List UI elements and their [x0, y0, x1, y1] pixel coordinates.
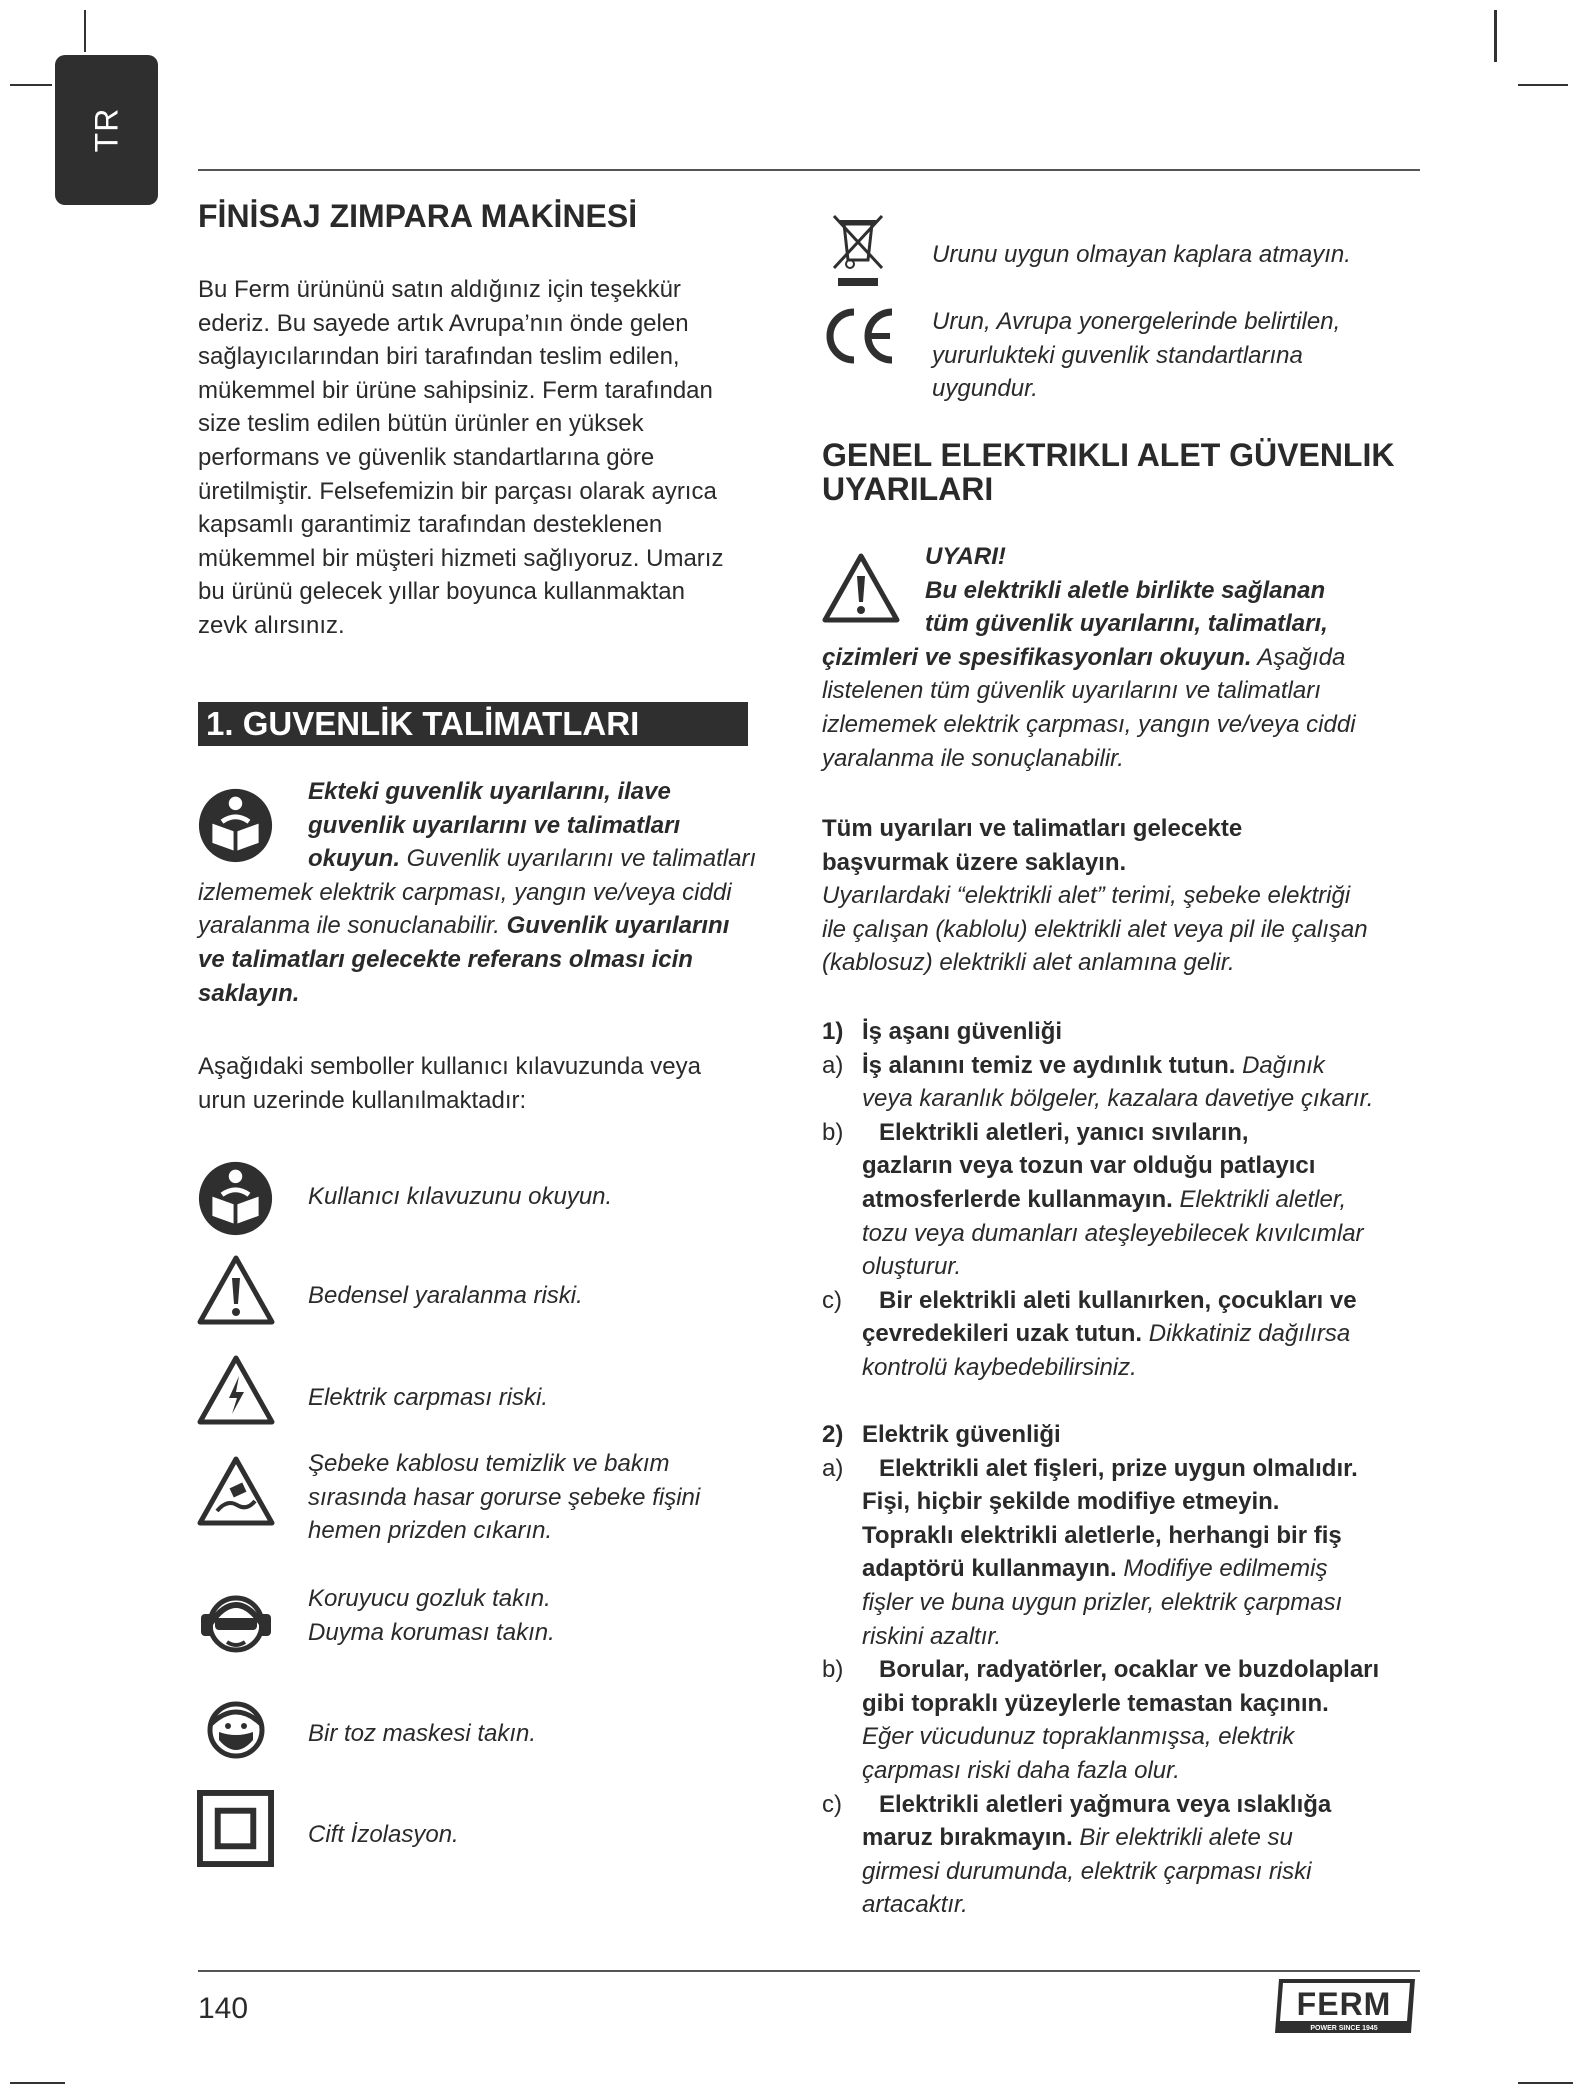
intro-line: mükemmel bir müşteri hizmeti sağlıyoruz. Umarız [198, 544, 724, 572]
page-number: 140 [198, 1992, 249, 2025]
intro-paragraph [198, 273, 798, 643]
symbol-cable-text [308, 1447, 700, 1548]
item-italic: Modifiye edilmemiş [1116, 1555, 1328, 1583]
term-line: (kablosuz) elektrikli alet anlamına gelir. [822, 949, 1235, 977]
double-insulation-icon [197, 1790, 274, 1867]
crop-mark [1494, 10, 1497, 62]
item-bold: gibi topraklı yüzeylerle temastan kaçının. [862, 1689, 1329, 1717]
item-italic: veya karanlık bölgeler, kazalara davetiye çıkarır. [862, 1085, 1374, 1113]
intro-line: Bu Ferm ürününü satın aldığınız için teşekkür [198, 276, 681, 303]
symbol-injury-text: Bedensel yaralanma riski. [308, 1282, 583, 1309]
item-italic: oluşturur. [862, 1253, 962, 1281]
symbol-cable-line: hemen prizden cıkarın. [308, 1517, 553, 1545]
ferm-logo [1273, 1977, 1418, 2035]
read-warning-text: yaralanma ile sonuclanabilir. [198, 912, 500, 940]
language-code: TR [88, 107, 124, 153]
top-rule [198, 169, 1420, 171]
item-label: c) [822, 1790, 842, 1818]
symbols-intro-line: Aşağıdaki semboller kullanıcı kılavuzunda veya [198, 1053, 701, 1080]
symbol-hearing-text: Duyma koruması takın. [308, 1619, 555, 1646]
item-bold: Borular, radyatörler, ocaklar ve buzdolapları [879, 1656, 1380, 1684]
read-warning-bold: ve talimatları gelecekte referans olması icin [198, 945, 693, 973]
item-bold: Fişi, hiçbir şekilde modifiye etmeyin. [862, 1488, 1280, 1516]
list-item [822, 1116, 1462, 1284]
read-warning-bold: okuyun. [308, 845, 401, 873]
item-label: a) [822, 1051, 844, 1079]
electrical-safety [822, 1418, 1462, 1922]
warning-bold: Bu elektrikli aletle birlikte sağlanan [925, 576, 1326, 604]
ce-line: yururlukteki guvenlik standartlarına [932, 341, 1303, 369]
list-item [822, 1788, 1462, 1922]
warning-text: izlememek elektrik çarpması, yangın ve/veya ciddi [822, 710, 1356, 738]
symbol-cable-line: Şebeke kablosu temizlik ve bakım [308, 1450, 670, 1477]
item-bold: gazların veya tozun var olduğu patlayıcı [862, 1152, 1316, 1180]
item-italic: kontrolü kaybedebilirsiniz. [862, 1353, 1137, 1381]
language-tab [55, 55, 158, 205]
item-bold: İş alanını temiz ve aydınlık tutun. [862, 1051, 1236, 1079]
symbol-manual-text: Kullanıcı kılavuzunu okuyun. [308, 1183, 613, 1210]
term-line: ile çalışan (kablolu) elektrikli alet veya pil ile çalışan [822, 915, 1368, 943]
item-bold: Elektrikli alet fişleri, prize uygun olmalıdır. [879, 1454, 1358, 1482]
intro-line: size teslim edilen bütün ürünler en yüksek [198, 410, 644, 438]
keep-line: başvurmak üzere saklayın. [822, 848, 1127, 876]
item-italic: Bir elektrikli alete su [1072, 1824, 1293, 1852]
item-bold: Elektrikli aletleri, yanıcı sıvıların, [879, 1118, 1249, 1146]
read-warning-bold: Ekteki guvenlik uyarılarını, ilave [308, 778, 671, 805]
section-number: 2) [822, 1421, 844, 1448]
item-italic: Dağınık [1235, 1051, 1325, 1079]
crop-mark [1518, 84, 1568, 86]
read-warning-block [198, 775, 798, 1010]
item-bold: çevredekileri uzak tutun. [862, 1320, 1143, 1348]
warning-text: listelenen tüm güvenlik uyarılarını ve talimatları [822, 677, 1321, 705]
warning-bold: çizimleri ve spesifikasyonları okuyun. [822, 643, 1252, 671]
keep-line: Tüm uyarıları ve talimatları gelecekte [822, 815, 1243, 842]
symbol-mask-text: Bir toz maskesi takın. [308, 1720, 537, 1747]
item-italic: Dikkatiniz dağılırsa [1142, 1320, 1351, 1348]
section-heading [822, 1418, 1462, 1452]
intro-line: üretilmiştir. Felsefemizin bir parçası olarak ayrıca [198, 477, 717, 505]
section-heading: 1. GUVENLİK TALİMATLARI [198, 702, 748, 746]
section-number: 1) [822, 1018, 844, 1045]
dispose-text: Urunu uygun olmayan kaplara atmayın. [932, 241, 1351, 268]
symbol-shock-text: Elektrik carpması riski. [308, 1384, 549, 1411]
read-warning-bold: Guvenlik uyarılarını [499, 912, 730, 940]
ce-line: uygundur. [932, 375, 1038, 403]
unplug-cable-icon [197, 1455, 275, 1527]
item-italic: artacaktır. [862, 1891, 968, 1919]
warning-triangle-icon [197, 1254, 275, 1326]
symbol-insulation-text: Cift İzolasyon. [308, 1821, 459, 1848]
item-italic: girmesi durumunda, elektrik çarpması riski [862, 1857, 1312, 1885]
item-italic: Elektrikli aletler, [1172, 1185, 1347, 1213]
section-title: Elektrik güvenliği [862, 1421, 1061, 1448]
symbol-goggles-text: Koruyucu gozluk takın. [308, 1585, 551, 1612]
general-safety-title [822, 438, 1394, 506]
intro-line: mükemmel bir ürüne sahipsiniz. Ferm tarafından [198, 376, 713, 404]
item-italic: tozu veya dumanları ateşleyebilecek kıvılcımlar [862, 1219, 1364, 1247]
warning-text: yaralanma ile sonuçlanabilir. [822, 744, 1124, 772]
item-italic: riskini azaltır. [862, 1622, 1002, 1650]
dust-mask-icon [197, 1690, 275, 1775]
crop-mark [10, 84, 52, 86]
goggles-earmuffs-icon [197, 1582, 275, 1667]
intro-line: zevk alırsınız. [198, 611, 345, 639]
crossed-bin-icon [830, 212, 886, 292]
crop-mark [1518, 2082, 1573, 2084]
ce-mark-icon [820, 306, 898, 366]
crop-mark [84, 10, 86, 52]
page-title: FİNİSAJ ZIMPARA MAKİNESİ [198, 198, 638, 234]
item-italic: Eğer vücudunuz topraklanmışsa, elektrik [862, 1723, 1295, 1751]
intro-line: sağlayıcılarından biri tarafından teslim edilen, [198, 343, 680, 371]
item-italic: fişler ve buna uygun prizler, elektrik çarpması [862, 1588, 1343, 1616]
list-item [822, 1284, 1462, 1385]
general-warning-block [822, 540, 1442, 775]
list-item [822, 1653, 1462, 1787]
item-italic: çarpması riski daha fazla olur. [862, 1756, 1180, 1784]
read-manual-icon [197, 1160, 274, 1237]
read-warning-bold: guvenlik uyarılarını ve talimatları [308, 811, 681, 839]
ce-text [932, 305, 1340, 406]
section-title: İş aşanı güvenliği [862, 1018, 1063, 1045]
list-item [822, 1049, 1462, 1116]
electric-shock-icon [197, 1354, 275, 1426]
keep-instructions [822, 812, 1462, 980]
symbol-cable-line: sırasında hasar gorurse şebeke fişini [308, 1483, 701, 1511]
bottom-rule [198, 1970, 1420, 1972]
item-label: b) [822, 1118, 844, 1146]
term-line: Uyarılardaki “elektrikli alet” terimi, şebeke elektriği [822, 882, 1351, 910]
item-bold: maruz bırakmayın. [862, 1824, 1073, 1852]
symbols-intro-line: urun uzerinde kullanılmaktadır: [198, 1086, 527, 1114]
general-safety-title-line: UYARILARI [822, 471, 994, 507]
item-bold: atmosferlerde kullanmayın. [862, 1185, 1173, 1213]
list-item [822, 1452, 1462, 1654]
crop-mark [10, 2082, 65, 2084]
read-warning-bold: saklayın. [198, 979, 300, 1007]
intro-line: bu ürünü gelecek yıllar boyunca kullanmaktan [198, 578, 685, 606]
item-bold: adaptörü kullanmayın. [862, 1555, 1117, 1583]
intro-line: kapsamlı garantimiz tarafından desteklenen [198, 511, 663, 539]
item-bold: Elektrikli aletleri yağmura veya ıslaklığa [879, 1790, 1332, 1818]
symbols-intro [198, 1050, 798, 1117]
item-label: a) [822, 1454, 844, 1482]
general-safety-title-line: GENEL ELEKTRIKLI ALET GÜVENLIK [822, 437, 1395, 473]
item-bold: Bir elektrikli aleti kullanırken, çocukları ve [879, 1286, 1357, 1314]
read-warning-text: Guvenlik uyarılarını ve talimatları [400, 845, 757, 873]
warning-bold: tüm güvenlik uyarılarını, talimatları, [925, 610, 1328, 638]
section-heading [822, 1015, 1462, 1049]
work-area-safety [822, 1015, 1462, 1385]
logo-wordmark: FERM [1296, 1986, 1392, 2022]
item-label: c) [822, 1286, 842, 1314]
intro-line: ederiz. Bu sayede artık Avrupa’nın önde gelen [198, 309, 689, 337]
warning-text: Aşağıda [1251, 643, 1346, 671]
ce-line: Urun, Avrupa yonergelerinde belirtilen, [932, 308, 1341, 335]
item-bold: Topraklı elektrikli aletlerle, herhangi bir fiş [862, 1521, 1342, 1549]
logo-tagline: POWER SINCE 1945 [1310, 2025, 1378, 2032]
intro-line: performans ve güvenlik standartlarına göre [198, 443, 655, 471]
read-warning-text: izlememek elektrik carpması, yangın ve/veya ciddi [198, 878, 732, 906]
item-label: b) [822, 1656, 844, 1684]
warning-label: UYARI! [925, 543, 1006, 570]
